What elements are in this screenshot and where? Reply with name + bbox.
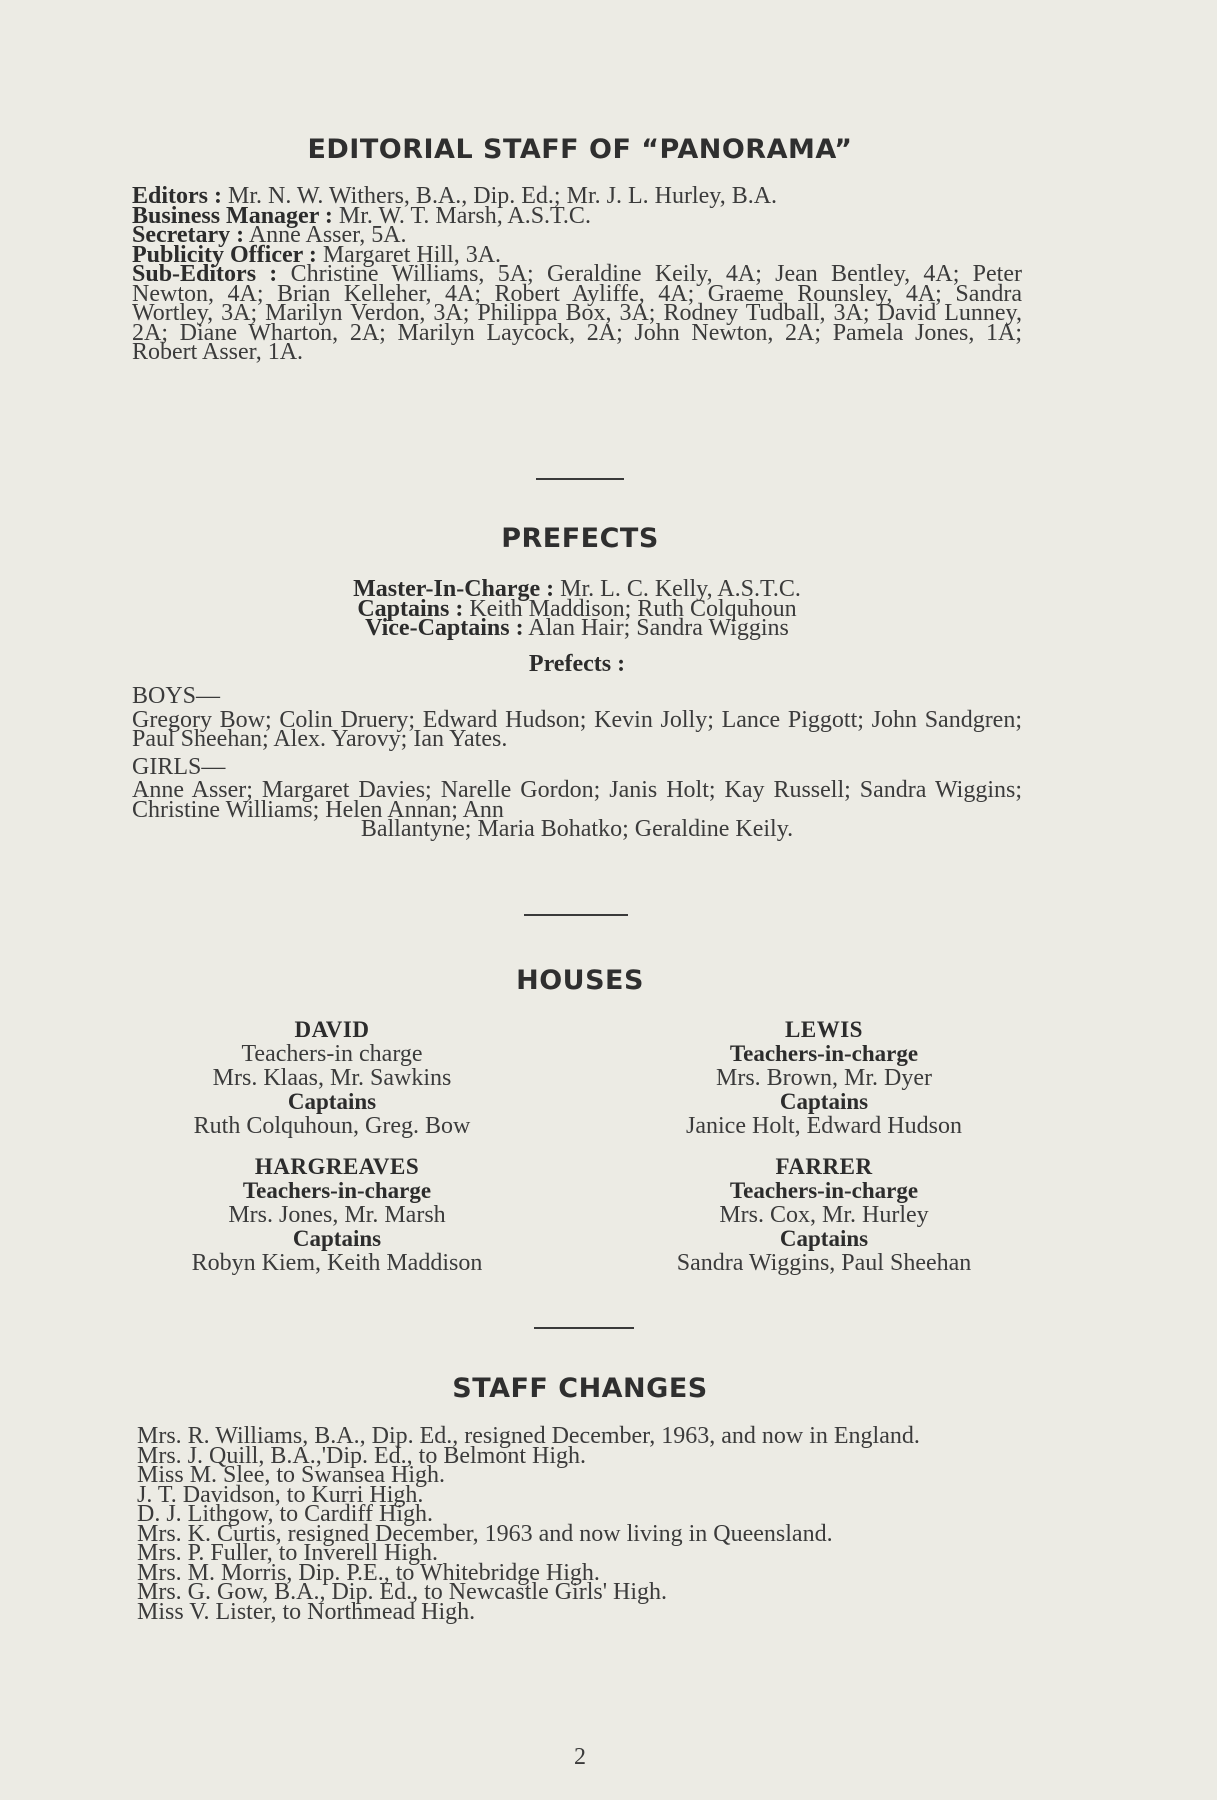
house-lewis [614,1018,1034,1138]
staff-change-item: Mrs. J. Quill, B.A.,'Dip. Ed., to Belmont High. [137,1442,587,1469]
secretary-label: Secretary : [132,222,245,248]
master-in-charge-label: Master-In-Charge : [353,576,555,602]
prefects-heading: PREFECTS [501,523,659,554]
staff-change-item: Mrs. M. Morris, Dip. P.E., to Whitebridge High. [137,1559,600,1586]
house-farrer [614,1155,1034,1275]
captains-names: Janice Holt, Edward Hudson [686,1113,962,1139]
house-name: DAVID [294,1017,370,1042]
houses-heading: HOUSES [516,965,644,996]
teachers-label: Teachers-in charge [241,1041,423,1067]
boys-list: Gregory Bow; Colin Druery; Edward Hudson; Kevin Jolly; Lance Piggott; John Sandgren; Paul Sheehan; Alex. Yarovy; Ian Yates. [132,706,1022,752]
teachers-names: Mrs. Cox, Mr. Hurley [719,1202,929,1228]
captains-names: Ruth Colquhoun, Greg. Bow [193,1113,471,1139]
girls-list-end: Ballantyne; Maria Bohatko; Geraldine Keily. [360,816,794,842]
prefects-label: Prefects : [528,650,626,677]
secretary-value: Anne Asser, 5A. [244,222,407,248]
publicity-officer-label: Publicity Officer : [132,241,317,268]
master-in-charge-value: Mr. L. C. Kelly, A.S.T.C. [554,576,801,602]
captains-label: Captains [779,1089,869,1114]
business-manager-value: Mr. W. T. Marsh, A.S.T.C. [332,202,591,229]
staff-change-item: Mrs. P. Fuller, to Inverell High. [137,1540,439,1566]
house-name: FARRER [775,1154,873,1179]
editorial-staff-list [132,183,1022,365]
vice-captains-value: Alan Hair; Sandra Wiggins [523,615,789,641]
teachers-label: Teachers-in-charge [729,1041,919,1066]
prefects-subheading [132,650,1022,677]
editors-value: Mr. N. W. Withers, B.A., Dip. Ed.; Mr. J. L. Hurley, B.A. [222,183,778,209]
girls-list: Anne Asser; Margaret Davies; Narelle Gordon; Janis Holt; Kay Russell; Sandra Wiggins; Christine Williams; Helen Annan; Ann [132,777,1022,823]
sub-editors-label: Sub-Editors : [132,261,278,287]
section-divider [536,478,624,480]
staff-change-item: D. J. Lithgow, to Cardiff High. [137,1501,433,1527]
captains-label: Captains [287,1089,377,1114]
staff-change-item: Mrs. K. Curtis, resigned December, 1963 and now living in Queensland. [137,1520,833,1547]
vice-captains-line [132,615,1022,641]
section-divider [524,914,628,916]
captains-names: Sandra Wiggins, Paul Sheehan [676,1250,972,1276]
staff-change-item: Mrs. G. Gow, B.A., Dip. Ed., to Newcastle Girls' High. [137,1579,668,1605]
girls-label: GIRLS— [132,753,226,780]
captains-label: Captains [292,1226,382,1251]
captains-value: Keith Maddison; Ruth Colquhoun [463,595,797,622]
house-david [132,1018,532,1138]
captains-label: Captains [779,1226,869,1251]
sub-editors-value: Christine Williams, 5A; Geraldine Keily, 4A; Jean Bentley, 4A; Peter Newton, 4A; Brian Kelleher, 4A; Robert Ayliffe, 4A; Graeme Rounsley, 4A; Sandra Wortley, 3A; Marilyn Verdon, 3A; Philippa Box, 3A; Rodney Tudball, 3A; David Lunney, 2A; Diane Wharton, 2A; Marilyn Laycock, 2A; John Newton, 2A; Pamela Jones, 1A; Robert Asser, 1A. [132,261,1022,365]
captains-label: Captains : [357,595,464,622]
sub-editors-line [132,261,1022,365]
teachers-names: Mrs. Jones, Mr. Marsh [228,1202,446,1228]
teachers-names: Mrs. Klaas, Mr. Sawkins [212,1065,452,1091]
teachers-label: Teachers-in-charge [242,1178,432,1203]
house-name: LEWIS [785,1017,863,1042]
publicity-officer-value: Margaret Hill, 3A. [316,241,502,268]
page-number: 2 [574,1744,586,1770]
house-name: HARGREAVES [254,1154,420,1179]
staff-change-item: J. T. Davidson, to Kurri High. [137,1481,424,1508]
prefects-section [132,576,1022,842]
staff-change-item: Miss V. Lister, to Northmead High. [137,1598,476,1625]
staff-change-item: Mrs. R. Williams, B.A., Dip. Ed., resigned December, 1963, and now in England. [137,1423,920,1449]
staff-changes-list [137,1423,1022,1625]
editors-label: Editors : [132,183,222,209]
vice-captains-label: Vice-Captains : [365,615,524,641]
captains-names: Robyn Kiem, Keith Maddison [191,1250,483,1276]
staff-change-item: Miss M. Slee, to Swansea High. [137,1462,445,1488]
boys-label: BOYS— [132,683,221,709]
business-manager-label: Business Manager : [132,202,333,229]
teachers-names: Mrs. Brown, Mr. Dyer [716,1065,932,1091]
editorial-heading: EDITORIAL STAFF OF “PANORAMA” [307,134,853,165]
staff-changes-heading: STAFF CHANGES [452,1373,708,1404]
teachers-label: Teachers-in-charge [729,1178,919,1203]
house-hargreaves [132,1155,542,1275]
section-divider [534,1327,634,1329]
